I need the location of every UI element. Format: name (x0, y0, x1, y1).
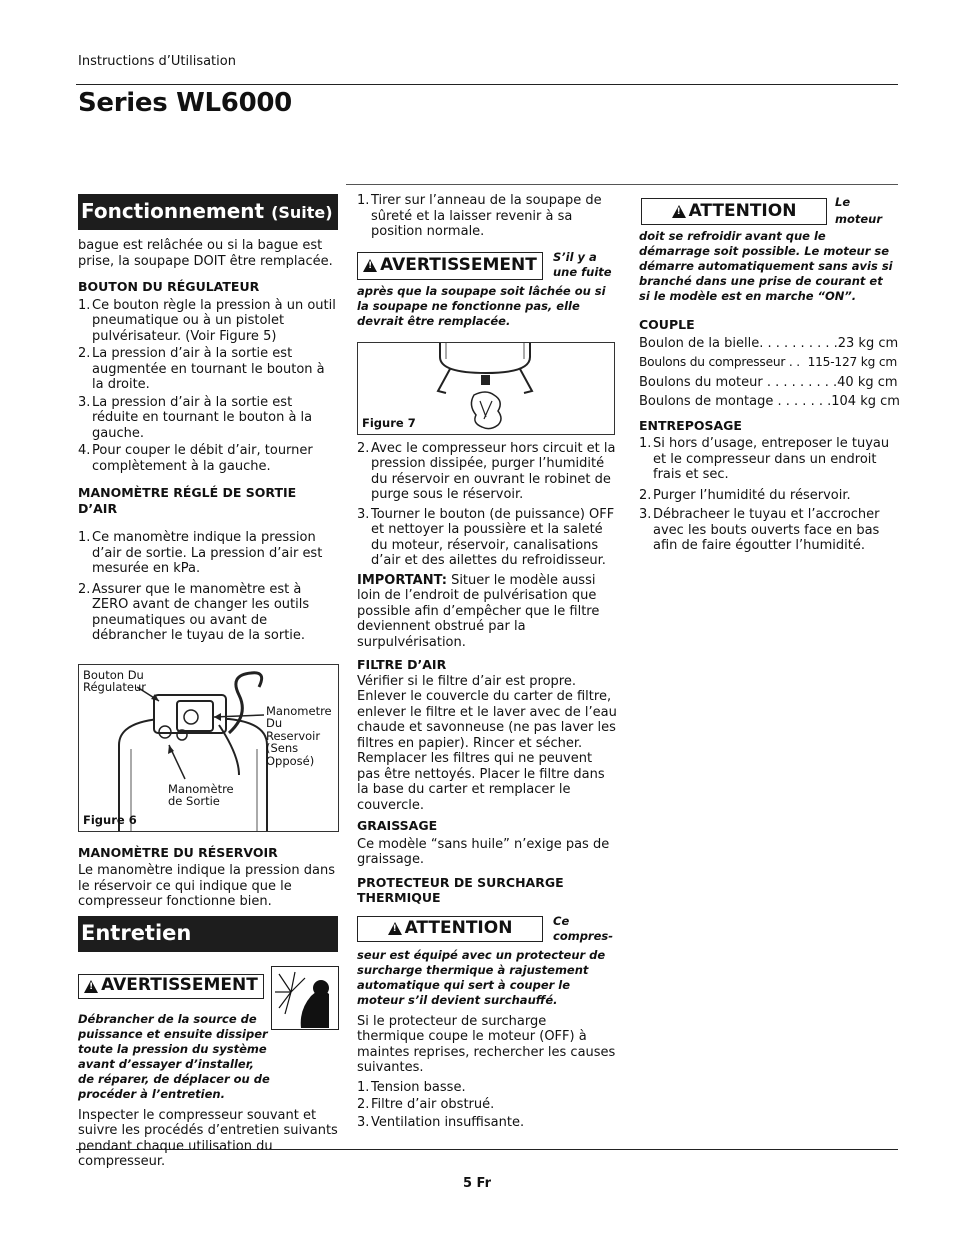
figure-7 (357, 342, 615, 435)
list-item: 3. Tourner le bouton (de puissance) OFF et nettoyer la poussière et la saleté du moteur, réservoir, canalisations d’air et des ailettes du refroidisseur. (357, 506, 615, 568)
causes-list (357, 1080, 617, 1131)
list-item: 2. La pression d’air à la sortie est augmentée en tournant le bouton à la droite. (78, 346, 325, 392)
figure-6 (78, 664, 339, 832)
important-paragraph (357, 573, 617, 651)
warning-box (357, 252, 543, 280)
warning-icon (388, 922, 402, 935)
attention-box (641, 198, 827, 225)
manometre-list (78, 530, 338, 644)
warning-side-text: S’il y a une fuite (553, 249, 612, 279)
list-item: 1. Tension basse. (357, 1079, 466, 1095)
list-item: 3. La pression d’air à la sortie est réduite en tournant le bouton à la gauche. (78, 394, 313, 441)
column-1 (78, 194, 338, 1170)
table-row: Boulon de la bielle. . . . . . . . . . 23 kg cm (639, 335, 899, 351)
heading-manometre-reservoir: MANOMÈTRE DU RÉSERVOIR (78, 844, 278, 860)
heading-couple: COUPLE (639, 317, 695, 332)
callout-bouton-regulateur: Bouton Du Régulateur (83, 667, 146, 694)
warning-text: après que la soupape soit lâchée ou si la soupape ne fonctionne pas, elle devrait être remplacée. (357, 283, 606, 328)
section-banner-entretien: Entretien (78, 916, 338, 952)
list-item: 1. Si hors d’usage, entreposer le tuyau et le compresseur dans un endroit frais et sec. (639, 436, 890, 482)
heading-bouton-regulateur: BOUTON DU RÉGULATEUR (78, 279, 260, 294)
intro-paragraph: bague est relâchée ou si la bague est prise, la soupape DOIT être remplacée. (78, 238, 333, 269)
list-item: 3. Ventilation insuffisante. (357, 1114, 525, 1130)
list-item: 2. Assurer que le manomètre est à ZERO avant de changer les outils pneumatiques ou avant de débrancher le tuyau de la sortie. (78, 581, 310, 643)
regulateur-list (78, 298, 338, 475)
warning-text: Débrancher de la source de puissance et ensuite dissiper toute la pression du système avant d’essayer d’installer, de réparer, de déplacer ou de procéder à l’entretien. (78, 1011, 270, 1101)
footer-rule (76, 1149, 898, 1150)
warning-icon (672, 205, 686, 218)
column-2 (357, 193, 617, 1132)
warning-icon (84, 980, 98, 993)
callout-manometre-sortie: Manomètre de Sortie (168, 781, 234, 808)
page-number: 5 Fr (462, 1176, 492, 1191)
list-item: 1. Tirer sur l’anneau de la soupape de sûreté et la laisser revenir à sa position normale. (357, 193, 602, 239)
column-3 (639, 193, 900, 556)
protecteur-text: Si le protecteur de surcharge thermique coupe le moteur (OFF) à maintes reprises, rechercher les causes suivantes. (357, 1013, 616, 1075)
attention-side-text: Le moteur (835, 195, 883, 226)
heading-graissage: GRAISSAGE (357, 818, 438, 833)
figure-6-label: Figure 6 (83, 813, 137, 827)
warning-label: AVERTISSEMENT (380, 254, 537, 275)
warning-row (357, 250, 617, 282)
page-title: Series WL6000 (78, 88, 292, 118)
list-item: 1. Ce manomètre indique la pression d’air de sortie. La pression d’air est mesurée en kPa. (78, 530, 323, 576)
heading-entreposage: ENTREPOSAGE (639, 417, 742, 433)
list-item: 3. Débracheer le tuyau et l’accrocher avec les bouts ouverts face en bas afin de faire égoutter l’humidité. (639, 507, 880, 553)
header-rule (76, 84, 898, 85)
manometre-reservoir-text: Le manomètre indique la pression dans le réservoir ce qui indique que le compresseur fonctionne bien. (78, 863, 335, 909)
list-item: 2. Filtre d’air obstrué. (357, 1097, 495, 1112)
banner-title: Fonctionnement (81, 199, 265, 223)
figure-7-label: Figure 7 (362, 416, 416, 430)
important-text: Situer le modèle aussi loin de l’endroit de pulvérisation que possible afin d’empêcher que le filtre deviennent obstrué par la surpulvérisation. (357, 572, 600, 650)
warning-row (78, 966, 338, 1004)
columns-rule (346, 184, 898, 185)
warning-label: AVERTISSEMENT (101, 975, 258, 996)
section-banner-fonctionnement (78, 194, 338, 230)
soupape-list (357, 193, 617, 240)
table-row: Boulons du moteur . . . . . . . . . 40 kg cm (639, 374, 898, 390)
attention-label: ATTENTION (688, 200, 797, 221)
list-item: 2. Avec le compresseur hors circuit et la pression dissipée, purger l’humidité du réservoir en ouvrant le robinet de purge sous le réservoir. (357, 440, 616, 502)
heading-filtre-air: FILTRE D’AIR (357, 657, 447, 672)
attention-text: seur est équipé avec un protecteur de surcharge thermique à rajustement automatique qui sert à couper le moteur s’il devient surchauffé. (357, 947, 606, 1007)
table-row: Boulons du compresseur . . 115-127 kg cm (639, 355, 897, 369)
banner-suite: (Suite) (271, 203, 333, 222)
important-label: IMPORTANT: (357, 572, 447, 588)
list-item: 1. Ce bouton règle la pression à un outil pneumatique ou à un pistolet pulvérisateur. (Voir Figure 5) (78, 297, 336, 344)
list-item: 4. Pour couper le débit d’air, tourner complètement à la gauche. (78, 443, 313, 474)
couple-table (639, 335, 900, 410)
list-item: 2. Purger l’humidité du réservoir. (639, 487, 851, 503)
attention-side-text: Ce compres- (553, 913, 614, 943)
entreposage-list (639, 436, 897, 554)
attention-text: doit se refroidir avant que le démarrage soit possible. Le moteur se démarre automatiquement sans avis si branché dans une prise de courant et si le modèle est en marche “ON”. (639, 229, 893, 303)
filtre-text: Vérifier si le filtre d’air est propre. Enlever le couvercle du carter de filtre, enlever le filtre et le laver avec de l’eau chaude et savonneuse (ne pas laver les filtres en papier). Rincer et sécher. Remplacer les filtres qui ne peuvent pas être nettoyés. Placer le filtre dans la base du carter et remplacer le couvercle. (357, 673, 617, 813)
document-label: Instructions d’Utilisation (78, 54, 236, 69)
entretien-steps-list (357, 441, 617, 569)
table-row: Boulons de montage . . . . . . . 104 kg cm (639, 394, 900, 409)
warning-box (78, 974, 264, 999)
callout-manometre-reservoir: Manometre Du Reservoir (Sens Opposé) (266, 703, 332, 768)
attention-box (357, 916, 543, 942)
heading-manometre-sortie: MANOMÈTRE RÉGLÉ DE SORTIE D’AIR (78, 485, 297, 516)
attention-label: ATTENTION (404, 917, 513, 938)
attention-row (639, 194, 897, 228)
attention-row (357, 914, 617, 946)
heading-protecteur: PROTECTEUR DE SURCHARGE THERMIQUE (357, 874, 564, 905)
warning-icon (363, 259, 377, 272)
entretien-text: Inspecter le compresseur souvant et suivre les procédés d’entretien suivants pendant chaque utilisation du compresseur. (78, 1107, 338, 1169)
graissage-text: Ce modèle “sans huile” n’exige pas de graissage. (357, 836, 610, 867)
explosion-hazard-icon (271, 966, 339, 1030)
